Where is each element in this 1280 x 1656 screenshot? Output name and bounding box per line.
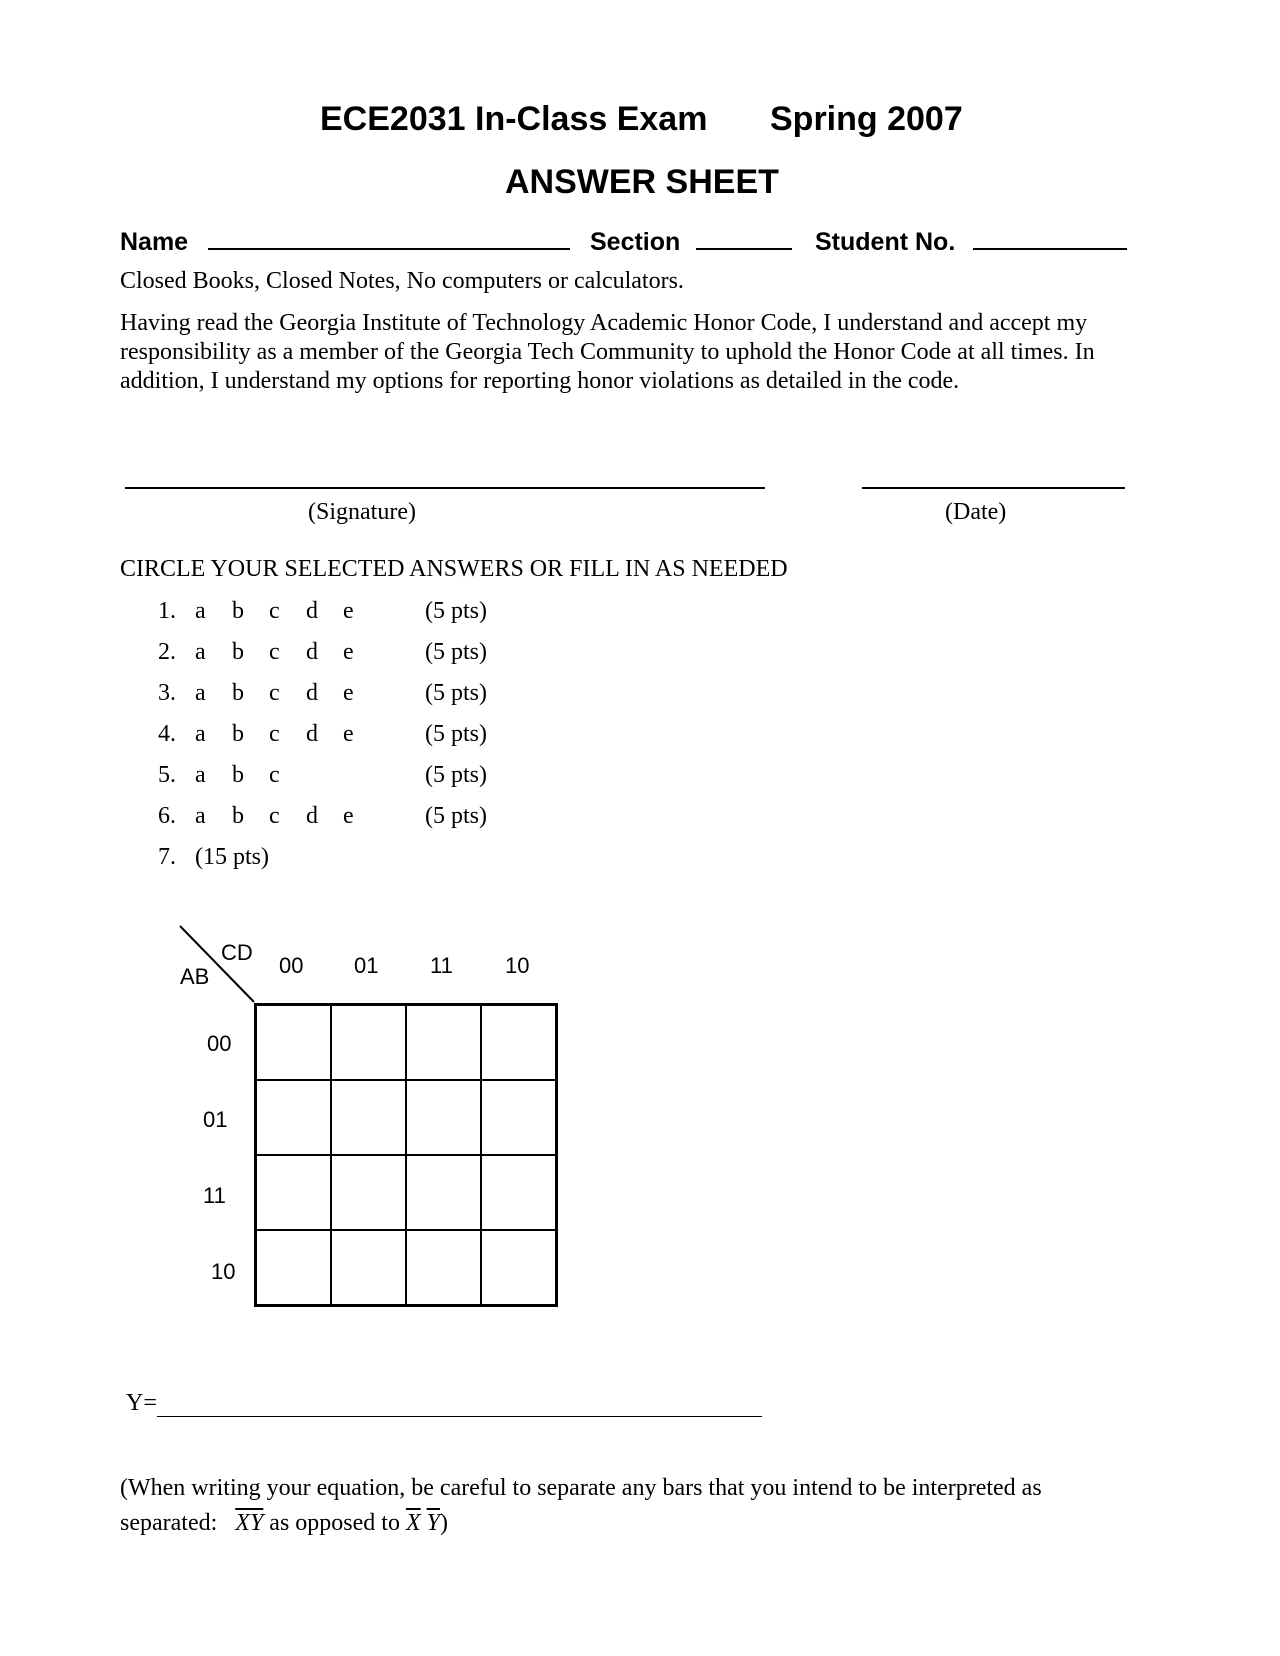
kmap-row-label: 00	[207, 1031, 232, 1056]
answer-option[interactable]: d	[306, 598, 318, 624]
circle-instructions: CIRCLE YOUR SELECTED ANSWERS OR FILL IN AS NEEDED	[120, 556, 788, 582]
kmap-cell[interactable]	[256, 1230, 331, 1305]
kmap-cell[interactable]	[406, 1230, 481, 1305]
question-number: 4.	[158, 721, 176, 747]
question-number: 3.	[158, 680, 176, 706]
question-points: (5 pts)	[425, 639, 487, 665]
question-number: 7.	[158, 844, 176, 870]
section-blank[interactable]	[696, 226, 792, 250]
question-points: (5 pts)	[425, 803, 487, 829]
date-line[interactable]	[862, 487, 1125, 489]
answer-option[interactable]: e	[343, 803, 354, 829]
answer-option[interactable]: d	[306, 680, 318, 706]
name-label: Name	[120, 228, 189, 256]
answer-option[interactable]: a	[195, 721, 206, 747]
answer-option[interactable]: c	[269, 762, 280, 788]
kmap-cell[interactable]	[406, 1155, 481, 1230]
kmap-col-label: 10	[505, 953, 530, 978]
answer-option[interactable]: d	[306, 803, 318, 829]
equation-answer-line[interactable]	[157, 1416, 762, 1417]
equation-label: Y=	[126, 1390, 157, 1416]
answer-option[interactable]: e	[343, 721, 354, 747]
answer-option[interactable]: d	[306, 721, 318, 747]
note-prefix: separated:	[120, 1510, 218, 1536]
kmap-cell[interactable]	[331, 1005, 406, 1080]
answer-option[interactable]: b	[232, 680, 244, 706]
student-number-field	[815, 226, 1127, 257]
kmap-col-label: 11	[430, 953, 453, 978]
answer-option[interactable]: a	[195, 598, 206, 624]
answer-option[interactable]: e	[343, 639, 354, 665]
signature-label: (Signature)	[308, 499, 416, 525]
note-example-y-bar: $\overline{Y}$	[426, 1510, 440, 1536]
answer-option[interactable]: d	[306, 639, 318, 665]
answer-option[interactable]: b	[232, 639, 244, 665]
answer-option[interactable]: a	[195, 762, 206, 788]
question-points: (5 pts)	[425, 680, 487, 706]
kmap-cell[interactable]	[406, 1080, 481, 1155]
honor-code-statement: Having read the Georgia Institute of Technology Academic Honor Code, I understand and accept my responsibility as a member of the Georgia Tech Community to uphold the Honor Code at all times. In addition, I understand my options for reporting honor violations as detailed in the code.	[120, 310, 1095, 394]
student-number-label: Student No.	[815, 228, 956, 256]
name-blank[interactable]	[208, 226, 570, 250]
kmap-row-variable: AB	[180, 964, 210, 989]
question-points: (5 pts)	[425, 598, 487, 624]
answer-option[interactable]: c	[269, 721, 280, 747]
answer-option[interactable]: c	[269, 639, 280, 665]
kmap-cell[interactable]	[481, 1155, 556, 1230]
answer-option[interactable]: a	[195, 680, 206, 706]
note-example-x-bar: $\overline{X}$	[405, 1510, 421, 1536]
equation-note-line2	[120, 1510, 448, 1537]
section-field	[590, 226, 792, 257]
kmap-cell[interactable]	[256, 1080, 331, 1155]
answer-option[interactable]: e	[343, 680, 354, 706]
kmap-cell[interactable]	[406, 1005, 481, 1080]
equation-note-line1: (When writing your equation, be careful to separate any bars that you intend to be interpreted as	[120, 1475, 1042, 1501]
note-suffix: )	[439, 1510, 448, 1536]
kmap-row-label: 01	[203, 1107, 228, 1132]
name-field	[120, 226, 570, 257]
kmap-cell[interactable]	[481, 1230, 556, 1305]
answer-option[interactable]: a	[195, 639, 206, 665]
kmap-col-label: 00	[279, 953, 304, 978]
closed-books-notice: Closed Books, Closed Notes, No computers or calculators.	[120, 268, 684, 294]
answer-option[interactable]: c	[269, 680, 280, 706]
answer-option[interactable]: b	[232, 762, 244, 788]
question-number: 1.	[158, 598, 176, 624]
note-example-joined-bar: $\overline{XY}$	[235, 1510, 264, 1536]
answer-sheet-title: ANSWER SHEET	[505, 163, 779, 201]
kmap-cell[interactable]	[481, 1005, 556, 1080]
kmap-cell[interactable]	[256, 1005, 331, 1080]
answer-option[interactable]: b	[232, 803, 244, 829]
question-points: (5 pts)	[425, 721, 487, 747]
question-points: (15 pts)	[195, 844, 269, 870]
question-number: 5.	[158, 762, 176, 788]
kmap-cell[interactable]	[481, 1080, 556, 1155]
kmap-cell[interactable]	[256, 1155, 331, 1230]
note-middle: as opposed to	[269, 1510, 400, 1536]
exam-title: ECE2031 In-Class Exam	[320, 100, 708, 138]
answer-option[interactable]: b	[232, 721, 244, 747]
kmap-cell[interactable]	[331, 1155, 406, 1230]
answer-option[interactable]: b	[232, 598, 244, 624]
question-number: 6.	[158, 803, 176, 829]
question-number: 2.	[158, 639, 176, 665]
exam-term: Spring 2007	[770, 100, 963, 138]
answer-option[interactable]: a	[195, 803, 206, 829]
kmap-grid	[254, 1003, 558, 1307]
answer-option[interactable]: e	[343, 598, 354, 624]
student-number-blank[interactable]	[973, 226, 1127, 250]
signature-line[interactable]	[125, 487, 765, 489]
answer-option[interactable]: c	[269, 598, 280, 624]
kmap-row-label: 10	[211, 1259, 236, 1284]
kmap-cell[interactable]	[331, 1080, 406, 1155]
question-points: (5 pts)	[425, 762, 487, 788]
date-label: (Date)	[945, 499, 1007, 525]
kmap-col-label: 01	[354, 953, 379, 978]
kmap-cell[interactable]	[331, 1230, 406, 1305]
section-label: Section	[590, 228, 681, 256]
answer-option[interactable]: c	[269, 803, 280, 829]
kmap-col-variable: CD	[221, 940, 253, 965]
kmap-row-label: 11	[203, 1183, 226, 1208]
